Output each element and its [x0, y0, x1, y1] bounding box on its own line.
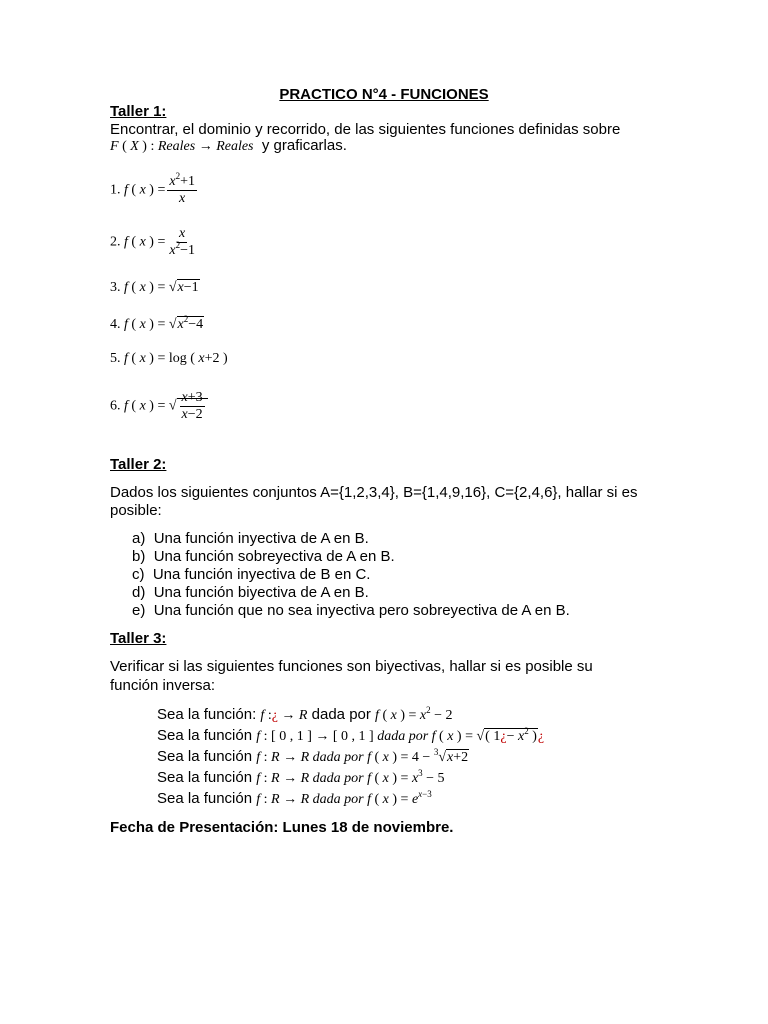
taller1-item-2: 2. f ( x ) = $\frac{x}{x^2-1}$ [110, 226, 195, 258]
taller1-intro-tail: y graficarlas. [261, 137, 347, 154]
taller1-heading: Taller 1: [110, 103, 167, 120]
taller1-item-3: 3. f ( x ) = √x−1 [110, 280, 199, 295]
taller2-intro-line1: Dados los siguientes conjuntos A={1,2,3,4}, B={1,4,9,16}, C={2,4,6}, hallar si es [110, 484, 638, 501]
domain-formula: F ( X ) : Reales → Reales [110, 139, 254, 154]
taller1-item-6: 6. f ( x ) = √ $\frac{x+3}{x-2}$ [110, 390, 208, 423]
taller2-item-e: e) Una función que no sea inyectiva pero sobreyectiva de A en B. [132, 602, 570, 619]
taller1-intro: Encontrar, el dominio y recorrido, de las siguientes funciones definidas sobre [110, 121, 621, 138]
taller1-domain-line [110, 137, 347, 156]
taller3-item-4: Sea la función f : R → R dada por f ( x ) = $x^3 - 5$ [157, 768, 445, 786]
taller3-item-3: Sea la función f : R → R dada por f ( x ) = 4 − $^3$√x+2 [157, 747, 469, 765]
taller3-intro-line1: Verificar si las siguientes funciones son biyectivas, hallar si es posible su [110, 658, 593, 675]
taller3-intro-line2: función inversa: [110, 677, 216, 694]
taller1-item-4: 4. f ( x ) = $√x^2-4$ [110, 314, 204, 332]
page-title: PRACTICO N°4 - FUNCIONES [279, 86, 489, 103]
presentation-date: Fecha de Presentación: Lunes 18 de noviembre. [110, 819, 454, 836]
taller3-item-1: Sea la función: f :¿ → R dada por f ( x ) = $x^2 - 2$ [157, 705, 453, 723]
taller1-item-1: 1. f ( x ) = $\frac{x^2+1}{x}$ [110, 171, 195, 206]
taller3-item-5: Sea la función f : R → R dada por f ( x ) = $e^{x-3}$ [157, 789, 432, 807]
taller2-item-d: d) Una función biyectiva de A en B. [132, 584, 369, 601]
taller3-heading: Taller 3: [110, 630, 167, 647]
taller2-item-a: a) Una función inyectiva de A en B. [132, 530, 369, 547]
taller3-item-2: Sea la función f : [ 0 , 1 ] → [ 0 , 1 ] dada por f ( x ) = √( 1¿− $x^2$ )¿ [157, 726, 545, 744]
taller2-intro-line2: posible: [110, 502, 162, 519]
taller2-item-b: b) Una función sobreyectiva de A en B. [132, 548, 395, 565]
taller2-item-c: c) Una función inyectiva de B en C. [132, 566, 371, 583]
taller2-heading: Taller 2: [110, 456, 167, 473]
taller1-item-5: 5. f ( x ) = log ( x+2 ) [110, 351, 228, 366]
